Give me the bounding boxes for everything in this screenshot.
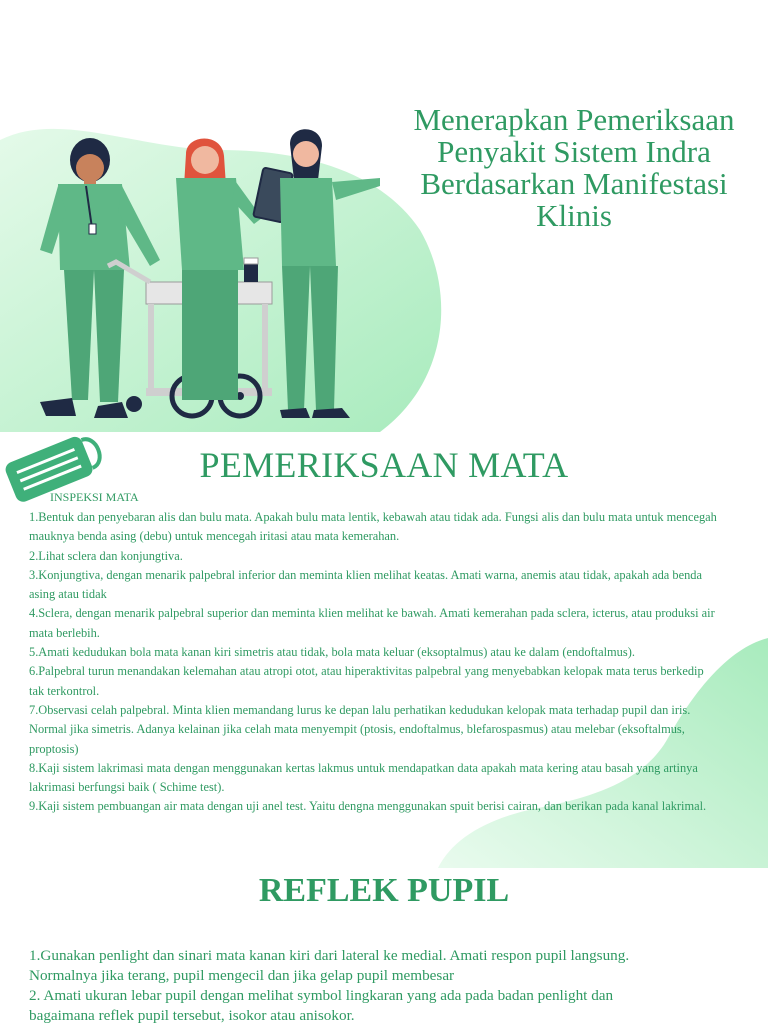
slide-title — [380, 104, 768, 232]
inspeksi-list — [29, 508, 719, 817]
list-item: 2. Amati ukuran lebar pupil dengan melihat symbol lingkaran yang ada pada badan penlight dan bagaimana reflek pupil tersebut, isokor atau anisokor. — [29, 987, 614, 1024]
list-item: 9.Kaji sistem pembuangan air mata dengan uji anel test. Yaitu dengna menggunakan spuit berisi cairan, dan berikan pada kanal lakrimal. — [29, 799, 707, 814]
list-item: 1.Gunakan penlight dan sinari mata kanan kiri dari lateral ke medial. Amati respon pupil langsung. Normalnya jika terang, pupil mengecil dan jika gelap pupil membesar — [29, 947, 630, 984]
reflek-pupil-list — [29, 946, 669, 1026]
list-item: 7.Observasi celah palpebral. Minta klien memandang lurus ke depan lalu perhatikan kedudukan kelopak mata terhadap pupil dan iris. Normal jika simetris. Adanya kelainan jika celah mata menyempit (ptosis, endoftalmus, blefarospasmus) atau melebar (eksoftalmus, proptosis) — [29, 702, 691, 756]
section-heading-reflek-pupil: REFLEK PUPIL — [258, 872, 510, 909]
section-heading-pemeriksaan-mata: PEMERIKSAAN MATA — [199, 445, 569, 485]
list-item: 4.Sclera, dengan menarik palpebral superior dan meminta klien melihat ke bawah. Amati kemerahan pada sclera, icterus, atau produksi air mata berlebih. — [29, 606, 715, 640]
slide-title-line: Menerapkan Pemeriksaan — [413, 102, 735, 137]
slide-title-line: Klinis — [536, 198, 612, 233]
list-item: 8.Kaji sistem lakrimasi mata dengan menggunakan kertas lakmus untuk mendapatkan data apakah mata kering atau basah yang artinya lakrimasi berfungsi baik ( Schime test). — [29, 760, 698, 795]
list-item: 1.Bentuk dan penyebaran alis dan bulu mata. Apakah bulu mata lentik, kebawah atau tidak ada. Fungsi alis dan bulu mata untuk mencegah mauknya benda asing (debu) untuk mencegah iritasi atau mata kemerahan. — [29, 510, 717, 544]
nurses-illustration — [0, 120, 410, 425]
list-item: 5.Amati kedudukan bola mata kanan kiri simetris atau tidak, bola mata keluar (eksoptalmus) atau ke dalam (endoftalmus). — [29, 645, 635, 660]
list-item: 3.Konjungtiva, dengan menarik palpebral inferior dan meminta klien melihat keatas. Amati warna, anemis atau tidak, apakah ada benda asing atau tidak — [29, 567, 702, 602]
slide-title-line: Penyakit Sistem Indra — [437, 134, 711, 169]
list-item: 6.Palpebral turun menandakan kelemahan atau atropi otot, atau hiperaktivitas palpebral yang menyebabkan kelopak mata terus berkedip tak terkontrol. — [29, 664, 704, 698]
subsection-label-inspeksi: INSPEKSI MATA — [50, 490, 139, 504]
list-item: 2.Lihat sclera dan konjungtiva. — [29, 548, 183, 563]
nurse-right-figure — [280, 129, 380, 418]
slide-title-line: Berdasarkan Manifestasi — [420, 166, 728, 201]
